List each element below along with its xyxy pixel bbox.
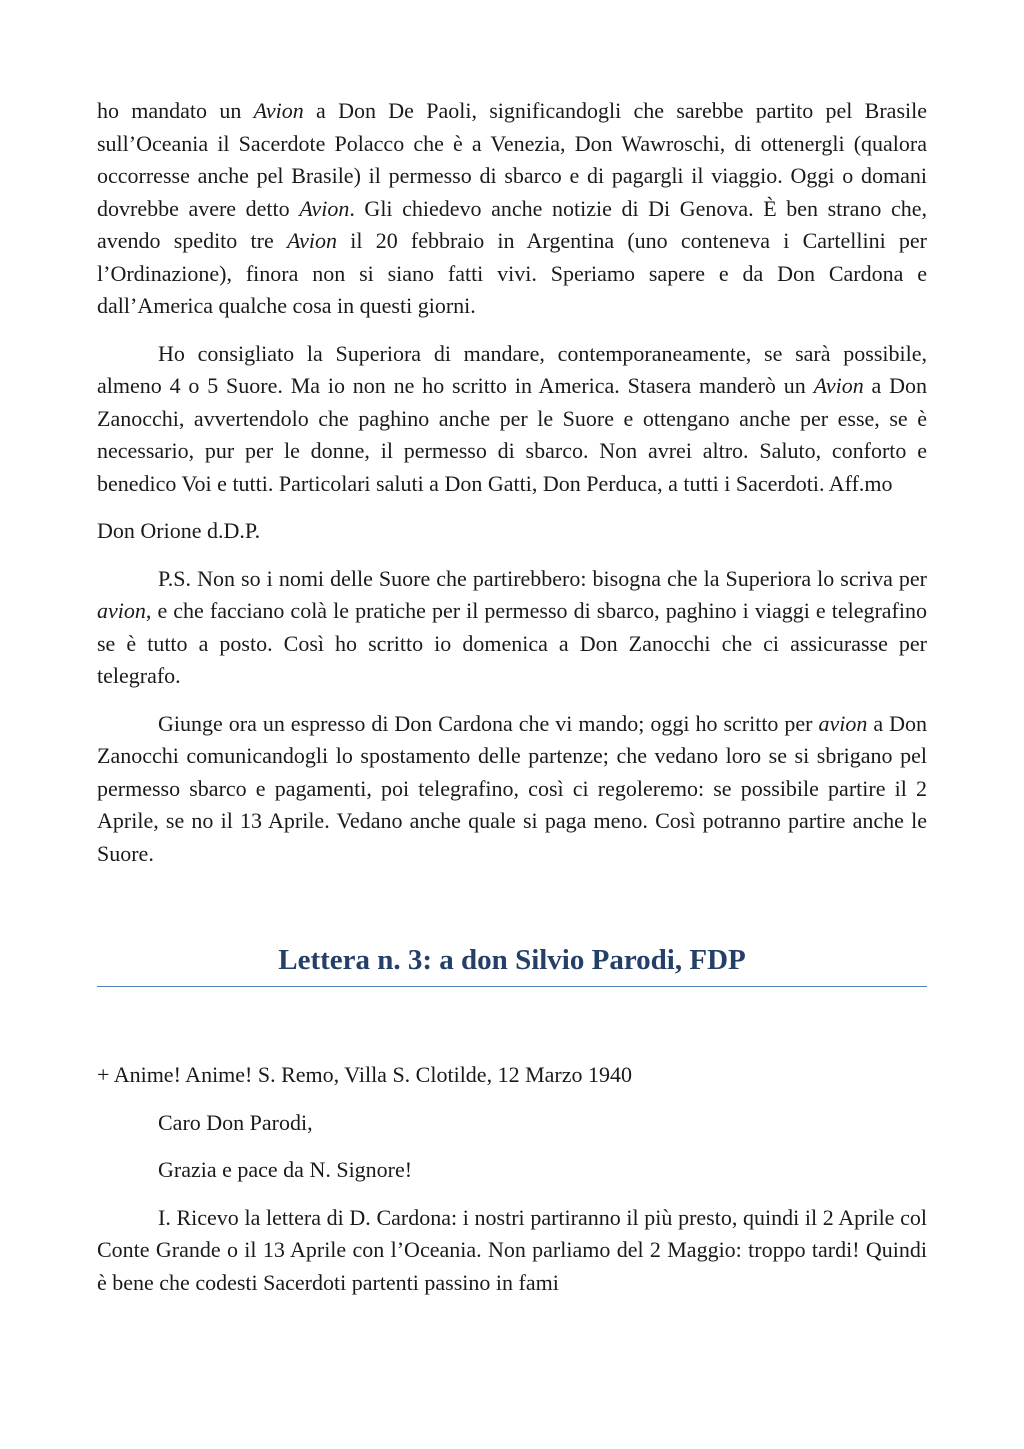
italic-text: Avion: [813, 373, 864, 398]
italic-text: avion: [818, 710, 868, 736]
letter-3-body: [97, 1059, 927, 1299]
paragraph-text: a Don Zanocchi, avvertendolo che paghino anche per le Suore e ottengano anche per esse, se è necessario, pur per le donne, il permesso di sbarco. Non avrei altro. Saluto, conforto e benedico Voi e tutti. Particolari saluti a Don Gatti, Don Perduca, a tutti i Sacerdoti. Aff.mo: [97, 373, 928, 496]
italic-text: Avion: [299, 195, 350, 221]
letter-2-paragraph: [97, 95, 927, 323]
letter-3-paragraph: [97, 1202, 927, 1300]
paragraph-text: P.S. Non so i nomi delle Suore che partirebbero: bisogna che la Superiora lo scriva per: [158, 565, 927, 591]
paragraph-text: a Don Zanocchi comunicandogli lo spostamento delle partenze; che vedano loro se si sbrigano pel permesso sbarco e pagamenti, poi telegrafino, così ci regoleremo: se possibile partire il 2 Aprile, se no il 13 Aprile. Vedano anche quale si paga meno. Così potranno partire anche le Suore.: [97, 710, 928, 866]
paragraph-text: Giunge ora un espresso di Don Cardona che vi mando; oggi ho scritto per: [158, 710, 819, 736]
paragraph-text: Ho consigliato la Superiora di mandare, contemporaneamente, se sarà possibile, almeno 4 o 5 Suore. Ma io non ne ho scritto in America. Stasera manderò un: [97, 340, 927, 398]
paragraph-text: . Gli chiedevo anche notizie di Di Genova. È ben strano che, avendo spedito tre: [97, 195, 927, 253]
letter-3-paragraph: [97, 1107, 927, 1140]
paragraph-text: ho mandato un: [97, 98, 254, 123]
document-page: [97, 95, 927, 1314]
section-heading: Lettera n. 3: a don Silvio Parodi, FDP: [278, 944, 746, 976]
letter-2-paragraph: [97, 515, 927, 548]
letter-2-paragraph: [97, 708, 927, 871]
paragraph-text: il 20 febbraio in Argentina (uno conteneva i Cartellini per l’Ordinazione), finora non si siano fatti vivi. Speriamo sapere e da Don Cardona e dall’America qualche cosa in questi giorni.: [97, 228, 927, 318]
italic-text: Avion: [286, 228, 338, 253]
letter-2-continuation: [97, 95, 927, 870]
letter-3-paragraph: [97, 1154, 927, 1187]
letter-2-paragraph: [97, 563, 927, 693]
paragraph-text: I. Ricevo la lettera di D. Cardona: i nostri partiranno il più presto, quindi il 2 Aprile col Conte Grande o il 13 Aprile con l’Oceania. Non parliamo del 2 Maggio: troppo tardi! Quindi è bene che codesti Sacerdoti partenti passino in fami: [97, 1204, 927, 1295]
letter-3-paragraph: [97, 1059, 927, 1092]
italic-text: Avion: [253, 98, 304, 123]
paragraph-text: , e che facciano colà le pratiche per il permesso di sbarco, paghino i viaggi e telegrafino se è tutto a posto. Così ho scritto io domenica a Don Zanocchi che ci assicurasse per telegrafo.: [97, 598, 927, 688]
paragraph-text: Caro Don Parodi,: [158, 1109, 313, 1135]
letter-2-paragraph: [97, 338, 927, 501]
paragraph-text: Don Orione d.D.P.: [97, 518, 261, 543]
paragraph-text: Grazia e pace da N. Signore!: [158, 1157, 413, 1182]
paragraph-text: a Don De Paoli, significandogli che sarebbe partito pel Brasile sull’Oceania il Sacerdote Polacco che è a Venezia, Don Wawroschi, di ottenergli (qualora occorresse anche pel Brasile) il permesso di sbarco e di pagargli il viaggio. Oggi o domani dovrebbe avere detto: [97, 98, 927, 221]
italic-text: avion: [97, 598, 146, 623]
section-heading-container: [97, 942, 927, 987]
paragraph-text: + Anime! Anime! S. Remo, Villa S. Clotilde, 12 Marzo 1940: [97, 1062, 632, 1087]
